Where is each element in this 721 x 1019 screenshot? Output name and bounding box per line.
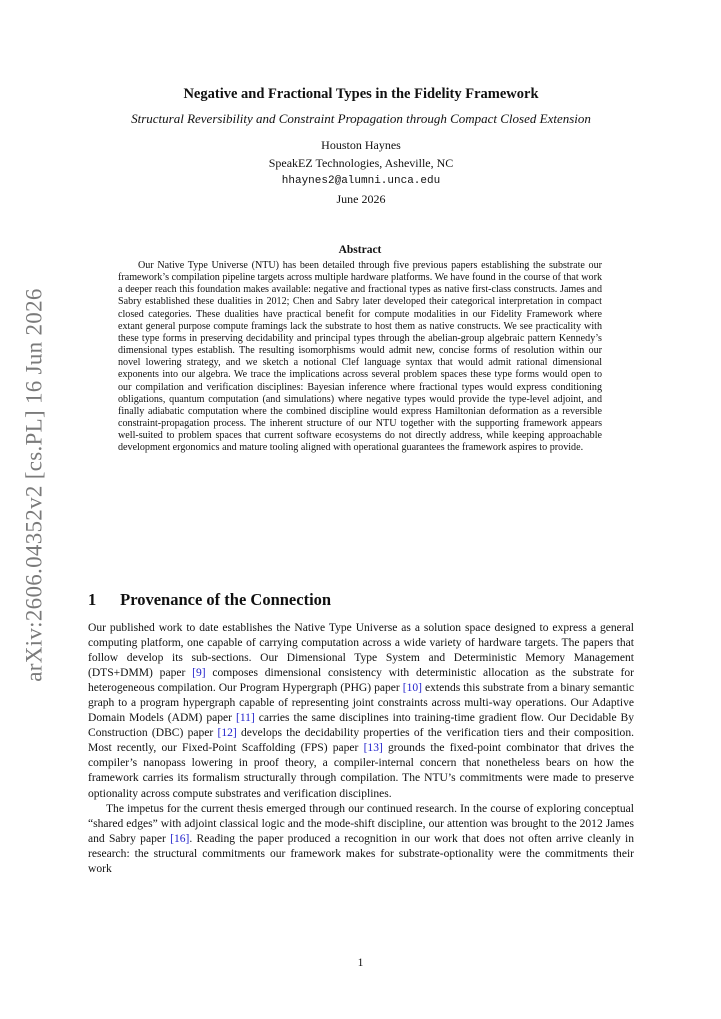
abstract	[118, 244, 602, 455]
section-paragraph-1	[88, 621, 634, 802]
paragraph-text: The impetus for the current thesis emerged through our continued research. In the course of exploring conceptual “shared edges” with adjoint classical logic and the mode-shift discipline, our attention was brought to the 2012 James and Sabry paper	[88, 802, 634, 845]
abstract-heading: Abstract	[338, 244, 382, 256]
arxiv-identifier	[20, 288, 50, 682]
citation-link[interactable]: [10]	[402, 682, 422, 695]
page-number: 1	[357, 957, 364, 969]
section-number: 1	[88, 590, 97, 609]
paragraph-text: Our published work to date establishes the Native Type Universe as a solution space designed to express a general computing platform, one capable of carrying computation across a wide variety of hardware targets. The papers that follow develop its sub-sections. Our Dimensional Type System and Deterministic Memory Management (DTS+DMM) paper	[88, 622, 634, 680]
section-heading	[88, 590, 634, 610]
section-1	[88, 590, 634, 877]
paper-date: June 2026	[336, 192, 386, 206]
abstract-text: Our Native Type Universe (NTU) has been detailed through five previous papers establishing the substrate our framework’s compilation pipeline targets across multiple hardware platforms. We have found in the course of that work a deeper reach this foundation makes available: negative and fractional types as native first-class constructs. James and Sabry established these dualities in 2012; Chen and Sabry later developed their categorical interpretation in compact closed categories. These dualities have practical benefit for compute modalities in our Fidelity Framework where extant general purpose compute framings lack the substrate to host them as native constructs. We see practicality with these type forms in preserving decidability and principal types through the abelian-group algebraic pattern Kennedy’s dimensional types establish. The resulting isomorphisms would admit new, concise forms of resolution within our novel lowering strategy, and we sketch a notional Clef language syntax that would admit rational dimensional exponents into our algebra. We trace the implications across several problem spaces these type forms would open to our compilation and verification disciplines: Bayesian inference where fractional types would express conditioning obligations, quantum computation (and simulations) where negative types would provide the type-level adjoint, and finally adiabatic computation where the combined discipline would express Hamiltonian deformation as a reversible constraint-propagation process. The inherent structure of our NTU together with the supporting framework appears well-suited to problem spaces that current software ecosystems do not directly address, while keeping approachable development ergonomics and mature tooling aligned with operational guarantees the framework aspires to provide.	[118, 260, 602, 454]
section-paragraph-2	[88, 802, 634, 877]
paper-subtitle: Structural Reversibility and Constraint Propagation through Compact Closed Extension	[131, 111, 591, 126]
paragraph-text: grounds the fixed-point combinator that drives the compiler’s nanopass lowering in proof theory, a compiler-internal concern that nonetheless bears on how the framework carries its formalism structurally through compilation. The NTU’s commitments were made to preserve optionality across compute substrates and verification disciplines.	[88, 742, 634, 800]
author-name: Houston Haynes	[321, 138, 401, 152]
paragraph-text: carries the same disciplines into training-time gradient flow. Our Decidable By Construction (DBC) paper	[88, 712, 635, 740]
citation-link[interactable]: [13]	[363, 742, 383, 755]
citation-link[interactable]: [9]	[192, 667, 206, 680]
paragraph-text: develops the decidability properties of the verification tiers and their composition. Most recently, our Fixed-Point Scaffolding (FPS) paper	[88, 727, 634, 755]
arxiv-identifier-text: arXiv:2606.04352v2 [cs.PL] 16 Jun 2026	[22, 288, 47, 682]
citation-link[interactable]: [16]	[170, 832, 190, 845]
citation-link[interactable]: [11]	[235, 712, 255, 725]
paper-header	[88, 86, 634, 208]
author-affiliation: SpeakEZ Technologies, Asheville, NC	[268, 156, 454, 170]
paragraph-text: extends this substrate from a binary semantic graph to a program hypergraph capable of representing joint constraints across multi-way operations. Our Adaptive Domain Models (ADM) paper	[88, 682, 634, 725]
paragraph-text: composes dimensional consistency with deterministic allocation as the substrate for heterogeneous compilation. Our Program Hypergraph (PHG) paper	[88, 667, 635, 695]
section-title: Provenance of the Connection	[120, 590, 332, 609]
paragraph-text: . Reading the paper produced a recognition in our work that does not often arrive cleanly in research: the structural commitments our framework makes for substrate-optionality were the commitments their work	[88, 832, 634, 875]
paper-title: Negative and Fractional Types in the Fidelity Framework	[183, 86, 539, 102]
author-email: hhaynes2@alumni.unca.edu	[281, 175, 441, 187]
citation-link[interactable]: [12]	[217, 727, 237, 740]
